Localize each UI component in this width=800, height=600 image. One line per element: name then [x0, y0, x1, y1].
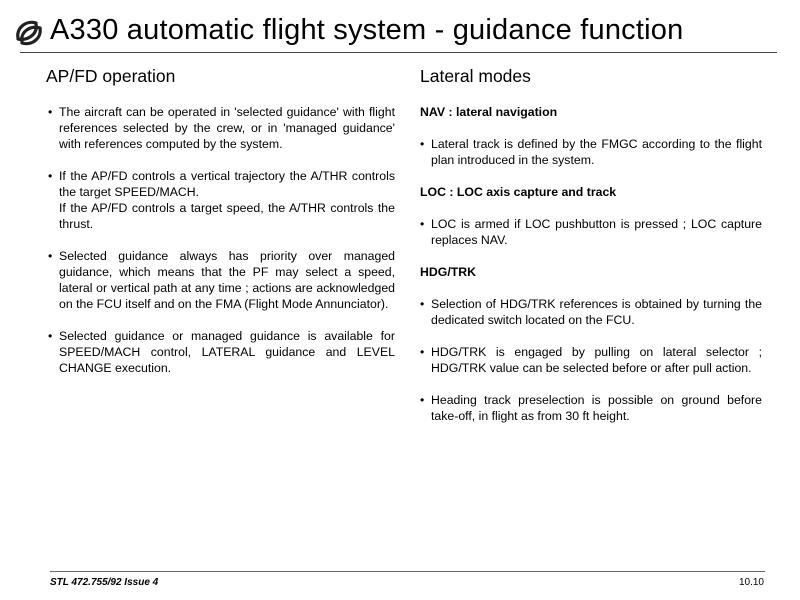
bullet-text: If the AP/FD controls a target speed, the A/THR controls the thrust. [59, 201, 395, 231]
spacer [48, 232, 395, 248]
footer-divider [50, 571, 765, 572]
nav-bullet-list [420, 136, 762, 168]
list-item [48, 248, 395, 312]
spacer [420, 200, 762, 216]
page-header [10, 12, 780, 52]
apfd-bullet-list [48, 104, 395, 376]
hdg-trk-bullet-list [420, 296, 762, 424]
bullet-text: • Selected guidance or managed guidance is available for SPEED/MACH control, LATERAL guidance and LEVEL CHANGE execution. [59, 329, 395, 375]
section-title-nav: NAV : lateral navigation [420, 105, 558, 119]
bullet-text: • If the AP/FD controls a vertical trajectory the A/THR controls the target SPEED/MACH. [59, 169, 395, 199]
spacer [420, 280, 762, 296]
list-item [48, 168, 395, 232]
spacer [420, 248, 762, 264]
list-item: • Selection of HDG/TRK references is obtained by turning the dedicated switch located on the FCU. [420, 296, 762, 328]
section-title-hdg-trk: HDG/TRK [420, 265, 477, 279]
document-reference: STL 472.755/92 Issue 4 [50, 577, 159, 588]
spacer [48, 312, 395, 328]
page-title: A330 automatic flight system - guidance function [50, 14, 684, 46]
right-column [420, 68, 762, 424]
spacer [48, 152, 395, 168]
airbus-logo-icon [12, 16, 46, 50]
spacer [420, 376, 762, 392]
right-column-heading: Lateral modes [420, 66, 531, 86]
left-column [48, 68, 395, 376]
list-item: • Lateral track is defined by the FMGC according to the flight plan introduced in the system. [420, 136, 762, 168]
header-divider [20, 52, 777, 53]
list-item: • LOC is armed if LOC pushbutton is pressed ; LOC capture replaces NAV. [420, 216, 762, 248]
page-number: 10.10 [738, 577, 764, 588]
list-item [48, 328, 395, 376]
bullet-text: • Selected guidance always has priority over managed guidance, which means that the PF may select a speed, lateral or vertical path at any time ; actions are acknowledged on the FCU itself and on the FMA (Flight Mode Annunciator). [59, 249, 395, 311]
spacer [420, 168, 762, 184]
loc-bullet-list [420, 216, 762, 248]
list-item: • HDG/TRK is engaged by pulling on lateral selector ; HDG/TRK value can be selected before or after pull action. [420, 344, 762, 376]
list-item [48, 104, 395, 152]
spacer [420, 328, 762, 344]
bullet-text: • The aircraft can be operated in 'selected guidance' with flight references selected by the crew, or in 'managed guidance' with references computed by the system. [59, 105, 395, 151]
list-item: • Heading track preselection is possible on ground before take-off, in flight as from 30 ft height. [420, 392, 762, 424]
section-title-loc: LOC : LOC axis capture and track [420, 185, 617, 199]
left-column-heading: AP/FD operation [46, 66, 176, 86]
spacer [420, 120, 762, 136]
